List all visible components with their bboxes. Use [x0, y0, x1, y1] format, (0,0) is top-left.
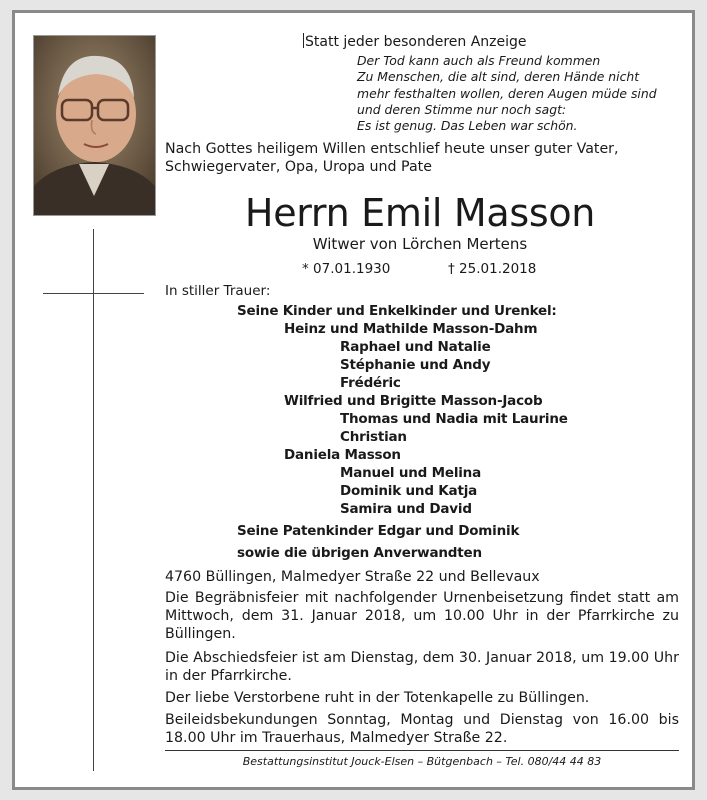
- family-entry: Christian: [340, 429, 407, 445]
- condolence-paragraph: Beileidsbekundungen Sonntag, Montag und Dienstag von 16.00 bis 18.00 Uhr im Trauerhaus, Malmedyer Straße 22.: [165, 712, 679, 746]
- family-entry: Daniela Masson: [284, 447, 401, 463]
- family-entry: sowie die übrigen Anverwandten: [237, 545, 482, 561]
- cross-vertical: [93, 229, 94, 771]
- deceased-name: Herrn Emil Masson: [244, 191, 596, 235]
- obituary-card: [12, 10, 695, 790]
- family-entry: Heinz und Mathilde Masson-Dahm: [284, 321, 538, 337]
- birth-date: * 07.01.1930: [302, 261, 391, 277]
- mourning-label: In stiller Trauer:: [165, 283, 271, 299]
- family-entry: Manuel und Melina: [340, 465, 481, 481]
- poem-line: Der Tod kann auch als Freund kommen: [357, 53, 601, 68]
- poem-line: Zu Menschen, die alt sind, deren Hände nicht: [357, 69, 640, 85]
- notice-header: Statt jeder besonderen Anzeige: [305, 34, 527, 50]
- chapel-paragraph: Der liebe Verstorbene ruht in der Totenkapelle zu Büllingen.: [165, 690, 590, 706]
- poem-line: und deren Stimme nur noch sagt:: [357, 101, 567, 117]
- poem-line: mehr festhalten wollen, deren Augen müde sind: [357, 85, 657, 101]
- intro-line: Schwiegervater, Opa, Uropa und Pate: [165, 159, 432, 175]
- text-cursor: [303, 33, 304, 48]
- portrait-illustration: [34, 36, 155, 215]
- family-entry: Wilfried und Brigitte Masson-Jacob: [284, 393, 543, 409]
- intro-line: Nach Gottes heiligem Willen entschlief heute unser guter Vater,: [165, 141, 619, 157]
- poem: [357, 53, 657, 134]
- family-entry: Frédéric: [340, 375, 401, 391]
- widow-line: Witwer von Lörchen Mertens: [312, 235, 528, 253]
- death-date: † 25.01.2018: [448, 261, 537, 277]
- footer-divider: [165, 750, 679, 751]
- portrait-photo: [33, 35, 156, 216]
- family-entry: Seine Patenkinder Edgar und Dominik: [237, 523, 520, 539]
- family-entry: Thomas und Nadia mit Laurine: [340, 411, 568, 427]
- family-entry: Stéphanie und Andy: [340, 357, 491, 373]
- cross-horizontal: [43, 293, 144, 294]
- family-entry: Seine Kinder und Enkelkinder und Urenkel:: [237, 303, 557, 319]
- address: 4760 Büllingen, Malmedyer Straße 22 und Bellevaux: [165, 569, 540, 585]
- funeral-paragraph: Die Begräbnisfeier mit nachfolgender Urnenbeisetzung findet statt am Mittwoch, dem 31. Januar 2018, um 10.00 Uhr in der Pfarrkirche zu Büllingen.: [165, 590, 679, 642]
- family-entry: Raphael und Natalie: [340, 339, 491, 355]
- family-entry: Dominik und Katja: [340, 483, 478, 499]
- poem-line: Es ist genug. Das Leben war schön.: [357, 118, 578, 134]
- farewell-paragraph: Die Abschiedsfeier ist am Dienstag, dem 30. Januar 2018, um 19.00 Uhr in der Pfarrkirche.: [165, 650, 679, 684]
- funeral-home-footer: Bestattungsinstitut Jouck-Elsen – Bütgenbach – Tel. 080/44 44 83: [242, 755, 602, 768]
- intro-text: [165, 140, 619, 176]
- family-entry: Samira und David: [340, 501, 472, 517]
